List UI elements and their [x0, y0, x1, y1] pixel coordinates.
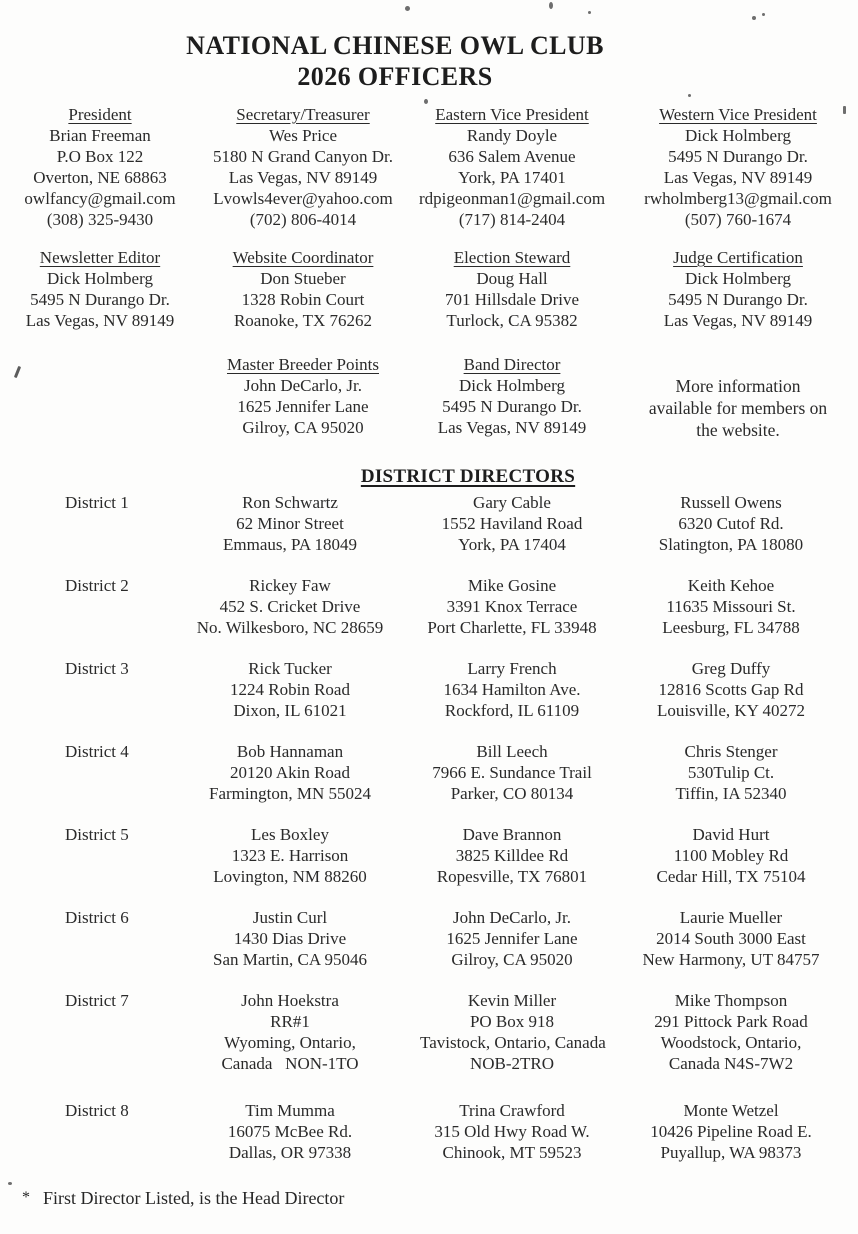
director-name: Tim Mumma — [245, 1101, 335, 1120]
director-name: David Hurt — [692, 825, 770, 844]
director-address-line: Farmington, MN 55024 — [209, 784, 371, 803]
director-address-line: 1625 Jennifer Lane — [446, 929, 578, 948]
director-address-line: New Harmony, UT 84757 — [642, 950, 820, 969]
officer-detail-line: Gilroy, CA 95020 — [242, 418, 364, 437]
director-address-line: Canada NON-1TO — [221, 1054, 359, 1073]
officer-name: Doug Hall — [476, 269, 548, 288]
members-website-note — [618, 354, 858, 441]
scan-speck — [688, 94, 691, 97]
director-block — [160, 990, 420, 1074]
director-block — [604, 741, 858, 804]
director-address-line: Lovington, NM 88260 — [213, 867, 367, 886]
officer-detail-line: 701 Hillsdale Drive — [444, 290, 580, 309]
footnote-text: First Director Listed, is the Head Director — [43, 1188, 345, 1208]
officer-name: Dick Holmberg — [459, 376, 565, 395]
director-block — [160, 824, 420, 887]
director-block — [420, 575, 604, 638]
officer-detail-line: rwholmberg13@gmail.com — [644, 189, 832, 208]
officer-detail-line: (308) 325-9430 — [46, 210, 154, 229]
director-address-line: Cedar Hill, TX 75104 — [656, 867, 806, 886]
director-address-line: Rockford, IL 61109 — [444, 701, 580, 720]
director-block — [420, 907, 604, 970]
director-address-line: 1224 Robin Road — [230, 680, 350, 699]
director-name: Dave Brannon — [462, 825, 562, 844]
director-address-line: Leesburg, FL 34788 — [662, 618, 800, 637]
note-line: the website. — [696, 420, 780, 440]
officers-row-1 — [0, 104, 858, 230]
director-name: Laurie Mueller — [679, 908, 783, 927]
district-row — [0, 658, 858, 721]
officer-role-label: Eastern Vice President — [435, 105, 589, 124]
officer-block — [0, 247, 200, 331]
director-address-line: Gilroy, CA 95020 — [451, 950, 573, 969]
director-block — [420, 990, 604, 1074]
director-block — [160, 907, 420, 970]
director-block — [420, 492, 604, 555]
director-address-line: No. Wilkesboro, NC 28659 — [196, 618, 384, 637]
director-address-line: 1552 Haviland Road — [441, 514, 583, 533]
officers-row-2 — [0, 247, 858, 331]
director-name: Ron Schwartz — [242, 493, 338, 512]
officer-detail-line: Roanoke, TX 76262 — [233, 311, 373, 330]
director-address-line: 12816 Scotts Gap Rd — [658, 680, 804, 699]
officer-role-label: President — [68, 105, 132, 124]
club-name-title: NATIONAL CHINESE OWL CLUB — [186, 31, 604, 60]
director-address-line: 62 Minor Street — [236, 514, 344, 533]
director-name: Kevin Miller — [467, 991, 557, 1010]
director-name: Greg Duffy — [691, 659, 771, 678]
officer-role-label: Election Steward — [453, 248, 571, 267]
director-name: Chris Stenger — [684, 742, 778, 761]
director-name: Larry French — [467, 659, 557, 678]
district-label: District 1 — [65, 493, 129, 512]
director-address-line: Louisville, KY 40272 — [656, 701, 806, 720]
director-block — [604, 658, 858, 721]
officer-detail-line: (717) 814-2404 — [458, 210, 566, 229]
director-name: John DeCarlo, Jr. — [452, 908, 572, 927]
officer-block — [200, 354, 406, 441]
director-address-line: Emmaus, PA 18049 — [223, 535, 357, 554]
director-block — [160, 492, 420, 555]
director-name: Mike Thompson — [674, 991, 788, 1010]
scan-speck — [424, 99, 428, 104]
director-name: Keith Kehoe — [687, 576, 775, 595]
officers-row-3 — [0, 354, 858, 441]
officer-block — [406, 354, 618, 441]
director-name: Mike Gosine — [467, 576, 557, 595]
officer-name: Wes Price — [268, 126, 338, 145]
director-address-line: 7966 E. Sundance Trail — [432, 763, 592, 782]
director-address-line: Dallas, OR 97338 — [228, 1143, 352, 1162]
district-label: District 4 — [65, 742, 129, 761]
officer-detail-line: rdpigeonman1@gmail.com — [418, 189, 606, 208]
district-directors-list — [0, 492, 858, 1163]
director-address-line: 20120 Akin Road — [230, 763, 350, 782]
officer-block — [618, 104, 858, 230]
director-block — [604, 1100, 858, 1163]
note-line: More information — [675, 376, 801, 396]
scan-speck — [843, 106, 846, 114]
director-address-line: Parker, CO 80134 — [450, 784, 574, 803]
officer-detail-line: Las Vegas, NV 89149 — [663, 168, 813, 187]
officer-name: Dick Holmberg — [685, 269, 791, 288]
director-block — [160, 575, 420, 638]
director-address-line: 16075 McBee Rd. — [227, 1122, 353, 1141]
director-block — [420, 741, 604, 804]
officer-detail-line: Las Vegas, NV 89149 — [228, 168, 378, 187]
director-name: Rickey Faw — [249, 576, 331, 595]
officer-block — [200, 247, 406, 331]
document-title — [0, 0, 824, 92]
officer-detail-line: 1625 Jennifer Lane — [237, 397, 369, 416]
director-name: Rick Tucker — [248, 659, 332, 678]
director-address-line: 11635 Missouri St. — [666, 597, 796, 616]
officer-detail-line: Lvowls4ever@yahoo.com — [213, 189, 393, 208]
director-address-line: Woodstock, Ontario, — [660, 1033, 802, 1052]
director-address-line: 10426 Pipeline Road E. — [650, 1122, 812, 1141]
officer-name: Don Stueber — [260, 269, 346, 288]
district-label: District 8 — [65, 1101, 129, 1120]
director-name: Les Boxley — [251, 825, 329, 844]
district-label: District 7 — [65, 991, 129, 1010]
officer-detail-line: owlfancy@gmail.com — [24, 189, 176, 208]
director-block — [420, 658, 604, 721]
officer-name: John DeCarlo, Jr. — [243, 376, 363, 395]
officer-detail-line: P.O Box 122 — [56, 147, 144, 166]
district-row — [0, 492, 858, 555]
district-row — [0, 907, 858, 970]
officer-detail-line: 5495 N Durango Dr. — [668, 290, 808, 309]
director-block — [160, 741, 420, 804]
scan-speck — [8, 1182, 12, 1185]
officers-year-title: 2026 OFFICERS — [297, 62, 493, 91]
director-address-line: 315 Old Hwy Road W. — [434, 1122, 590, 1141]
officer-detail-line: 5495 N Durango Dr. — [30, 290, 170, 309]
director-address-line: PO Box 918 — [469, 1012, 555, 1031]
officer-block — [406, 247, 618, 331]
director-name: John Hoekstra — [241, 991, 339, 1010]
director-address-line: 452 S. Cricket Drive — [219, 597, 361, 616]
district-directors-heading: DISTRICT DIRECTORS — [360, 466, 576, 487]
director-address-line: York, PA 17404 — [458, 535, 566, 554]
officer-name: Randy Doyle — [466, 126, 558, 145]
director-block — [420, 824, 604, 887]
director-name: Bob Hannaman — [236, 742, 344, 761]
officer-role-label: Secretary/Treasurer — [236, 105, 370, 124]
director-address-line: Wyoming, Ontario, — [224, 1033, 356, 1052]
officer-detail-line: 636 Salem Avenue — [448, 147, 576, 166]
district-row — [0, 575, 858, 638]
officer-detail-line: Overton, NE 68863 — [33, 168, 167, 187]
director-block — [604, 575, 858, 638]
director-address-line: Chinook, MT 59523 — [442, 1143, 582, 1162]
director-address-line: 3391 Knox Terrace — [446, 597, 578, 616]
officer-detail-line: (702) 806-4014 — [249, 210, 357, 229]
officer-detail-line: Las Vegas, NV 89149 — [25, 311, 175, 330]
officer-role-label: Master Breeder Points — [226, 355, 380, 374]
district-row — [0, 1100, 858, 1163]
director-address-line: NOB-2TRO — [469, 1054, 555, 1073]
director-address-line: San Martin, CA 95046 — [213, 950, 367, 969]
officer-detail-line: 5495 N Durango Dr. — [442, 397, 582, 416]
director-address-line: Slatington, PA 18080 — [658, 535, 804, 554]
officer-detail-line: (507) 760-1674 — [684, 210, 792, 229]
district-label: District 6 — [65, 908, 129, 927]
director-address-line: 1100 Mobley Rd — [673, 846, 789, 865]
officer-detail-line: Las Vegas, NV 89149 — [437, 418, 587, 437]
director-name: Bill Leech — [476, 742, 548, 761]
note-line: available for members on — [648, 398, 828, 418]
director-address-line: 3825 Killdee Rd — [455, 846, 569, 865]
director-address-line: 6320 Cutof Rd. — [678, 514, 784, 533]
director-address-line: RR#1 — [270, 1012, 310, 1031]
officer-block — [618, 247, 858, 331]
district-label: District 2 — [65, 576, 129, 595]
footnote — [22, 1188, 344, 1209]
officer-detail-line: 1328 Robin Court — [241, 290, 365, 309]
director-block — [604, 824, 858, 887]
director-address-line: Puyallup, WA 98373 — [660, 1143, 802, 1162]
officer-name: Dick Holmberg — [47, 269, 153, 288]
officer-block — [406, 104, 618, 230]
director-address-line: Canada N4S-7W2 — [668, 1054, 794, 1073]
director-name: Russell Owens — [680, 493, 782, 512]
director-address-line: 530Tulip Ct. — [687, 763, 775, 782]
district-label: District 3 — [65, 659, 129, 678]
director-address-line: 1634 Hamilton Ave. — [443, 680, 581, 699]
director-address-line: 1323 E. Harrison — [231, 846, 349, 865]
director-name: Trina Crawford — [459, 1101, 565, 1120]
director-address-line: 291 Pittock Park Road — [654, 1012, 808, 1031]
officer-detail-line: Turlock, CA 95382 — [446, 311, 578, 330]
director-address-line: Tavistock, Ontario, Canada — [420, 1033, 606, 1052]
officer-role-label: Band Director — [463, 355, 561, 374]
director-block — [604, 492, 858, 555]
director-block — [420, 1100, 604, 1163]
director-block — [604, 990, 858, 1074]
officer-detail-line: 5180 N Grand Canyon Dr. — [213, 147, 393, 166]
district-row — [0, 824, 858, 887]
director-name: Monte Wetzel — [683, 1101, 779, 1120]
director-address-line: 1430 Dias Drive — [233, 929, 347, 948]
director-block — [160, 1100, 420, 1163]
director-address-line: Tiffin, IA 52340 — [675, 784, 787, 803]
officer-block — [0, 104, 200, 230]
director-address-line: Port Charlette, FL 33948 — [427, 618, 597, 637]
officer-role-label: Western Vice President — [659, 105, 817, 124]
officer-detail-line: York, PA 17401 — [458, 168, 566, 187]
district-row — [0, 990, 858, 1074]
officer-role-label: Judge Certification — [673, 248, 803, 267]
director-address-line: Dixon, IL 61021 — [233, 701, 347, 720]
footnote-asterisk: * — [22, 1189, 30, 1206]
director-block — [160, 658, 420, 721]
director-name: Gary Cable — [473, 493, 551, 512]
officer-role-label: Newsletter Editor — [39, 248, 161, 267]
officer-role-label: Website Coordinator — [232, 248, 374, 267]
director-address-line: Ropesville, TX 76801 — [436, 867, 588, 886]
director-block — [604, 907, 858, 970]
district-row — [0, 741, 858, 804]
officer-name: Brian Freeman — [49, 126, 151, 145]
director-name: Justin Curl — [252, 908, 328, 927]
officer-detail-line: Las Vegas, NV 89149 — [663, 311, 813, 330]
district-label: District 5 — [65, 825, 129, 844]
officer-detail-line: 5495 N Durango Dr. — [668, 147, 808, 166]
officer-block — [200, 104, 406, 230]
director-address-line: 2014 South 3000 East — [656, 929, 806, 948]
officer-name: Dick Holmberg — [685, 126, 791, 145]
